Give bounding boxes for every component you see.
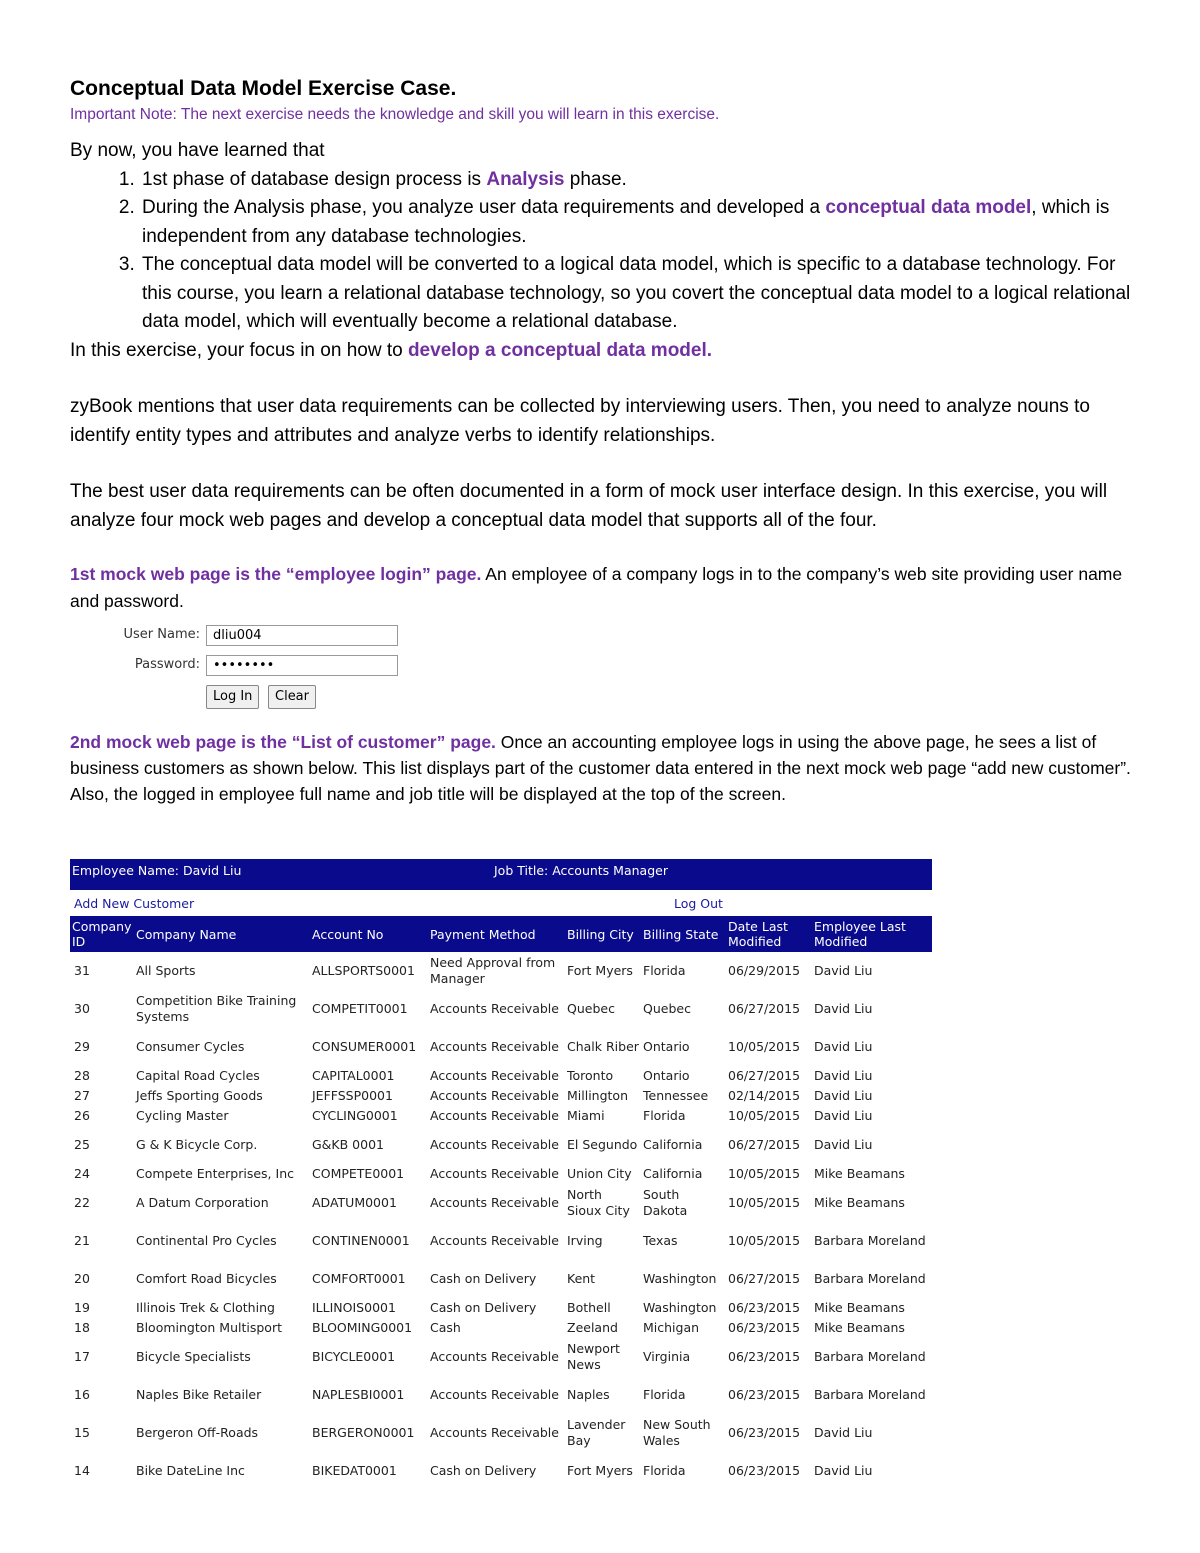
table-cell: Fort Myers: [567, 1463, 633, 1478]
table-cell: Florida: [643, 1463, 686, 1478]
table-row[interactable]: [70, 1066, 932, 1086]
customer-list-clip: [70, 859, 932, 1478]
table-cell: Barbara Moreland: [814, 1233, 926, 1248]
table-cell: Millington: [567, 1088, 629, 1103]
table-cell: California: [643, 1166, 703, 1181]
table-cell: 10/05/2015: [728, 1233, 801, 1248]
document-page: [70, 76, 1140, 807]
table-cell: Accounts Receivable: [430, 1349, 559, 1364]
table-cell: BICYCLE0001: [312, 1349, 396, 1364]
table-cell: 30: [74, 1001, 90, 1016]
table-row[interactable]: [70, 1260, 932, 1298]
table-cell: Newport News: [567, 1341, 620, 1372]
username-input[interactable]: dliu004: [206, 625, 398, 646]
table-cell: 25: [74, 1137, 90, 1152]
table-cell: Fort Myers: [567, 963, 633, 978]
table-row[interactable]: [70, 1376, 932, 1414]
important-note: Important Note: The next exercise needs the knowledge and skill you will learn in this exercise.: [70, 106, 720, 123]
table-cell: David Liu: [814, 1039, 873, 1054]
table-cell: Mike Beamans: [814, 1300, 905, 1315]
table-row[interactable]: [70, 1164, 932, 1184]
table-cell: 10/05/2015: [728, 1108, 801, 1123]
table-cell: Accounts Receivable: [430, 1039, 559, 1054]
table-cell: Florida: [643, 963, 686, 978]
table-cell: ADATUM0001: [312, 1195, 397, 1210]
table-cell: Toronto: [567, 1068, 614, 1083]
mock2-heading: 2nd mock web page is the “List of customer” page. Once an accounting employee logs in using the above page, he sees a list of business customers as shown below. This list displays part of the customer data entered in the next mock web page “add new customer”. Also, the logged in employee full name and job title will be displayed at the top of the screen.: [70, 732, 1131, 804]
column-header: Billing State: [643, 926, 719, 942]
table-cell: Competition Bike Training Systems: [136, 993, 297, 1024]
paragraph-zybook: zyBook mentions that user data requirements can be collected by interviewing users. Then, you need to analyze nouns to identify entity types and attributes and analyze verbs to identify relationships.: [70, 396, 1090, 446]
table-cell: CONSUMER0001: [312, 1039, 417, 1054]
table-cell: Bergeron Off-Roads: [136, 1425, 259, 1440]
table-row[interactable]: [70, 1338, 932, 1376]
column-header: Company ID: [72, 919, 132, 949]
table-cell: G&KB 0001: [312, 1137, 384, 1152]
table-cell: 10/05/2015: [728, 1166, 801, 1181]
table-cell: Kent: [567, 1271, 596, 1286]
table-cell: 26: [74, 1108, 90, 1123]
column-header: Date Last Modified: [728, 919, 788, 949]
table-cell: New South Wales: [643, 1417, 711, 1448]
table-cell: CYCLING0001: [312, 1108, 398, 1123]
table-cell: COMPETE0001: [312, 1166, 405, 1181]
table-cell: Illinois Trek & Clothing: [136, 1300, 275, 1315]
column-header: Payment Method: [430, 926, 536, 942]
column-header: Employee Last Modified: [814, 919, 906, 949]
list-item: 2. During the Analysis phase, you analyze user data requirements and developed a conceptual data model, which is independent from any database technologies.: [140, 194, 1140, 251]
table-row[interactable]: [70, 952, 932, 990]
table-cell: 06/27/2015: [728, 1271, 801, 1286]
table-row[interactable]: [70, 1414, 932, 1452]
table-cell: 31: [74, 963, 90, 978]
table-cell: 28: [74, 1068, 90, 1083]
table-cell: G & K Bicycle Corp.: [136, 1137, 258, 1152]
table-cell: Irving: [567, 1233, 603, 1248]
table-cell: David Liu: [814, 1088, 873, 1103]
table-cell: 06/23/2015: [728, 1320, 801, 1335]
table-cell: Florida: [643, 1108, 686, 1123]
table-cell: 06/23/2015: [728, 1387, 801, 1402]
table-cell: ALLSPORTS0001: [312, 963, 415, 978]
table-cell: Mike Beamans: [814, 1166, 905, 1181]
table-cell: Barbara Moreland: [814, 1349, 926, 1364]
table-cell: COMPETIT0001: [312, 1001, 408, 1016]
table-cell: David Liu: [814, 1001, 873, 1016]
list-item: 3. The conceptual data model will be converted to a logical data model, which is specific to a database technology. For this course, you learn a relational database technology, so you covert the conceptual data model to a logical relational data model, which will eventually become a relational database.: [140, 251, 1140, 337]
table-cell: Bloomington Multisport: [136, 1320, 282, 1335]
table-row[interactable]: [70, 1086, 932, 1106]
table-cell: Michigan: [643, 1320, 700, 1335]
table-cell: Chalk Riber: [567, 1039, 639, 1054]
table-cell: Compete Enterprises, Inc: [136, 1166, 294, 1181]
table-row[interactable]: [70, 1222, 932, 1260]
table-cell: David Liu: [814, 1463, 873, 1478]
table-cell: Union City: [567, 1166, 632, 1181]
table-cell: Jeffs Sporting Goods: [136, 1088, 263, 1103]
job-title: Job Title: Accounts Manager: [494, 863, 668, 878]
table-cell: David Liu: [814, 963, 873, 978]
table-cell: Mike Beamans: [814, 1320, 905, 1335]
learned-list: [70, 166, 1140, 337]
table-cell: ILLINOIS0001: [312, 1300, 396, 1315]
table-cell: Barbara Moreland: [814, 1387, 926, 1402]
table-cell: David Liu: [814, 1068, 873, 1083]
table-cell: Washington: [643, 1300, 717, 1315]
table-row[interactable]: [70, 990, 932, 1028]
column-header: Account No: [312, 926, 384, 942]
table-cell: Lavender Bay: [567, 1417, 626, 1448]
table-cell: 02/14/2015: [728, 1088, 801, 1103]
table-header-row: [70, 916, 932, 952]
table-cell: Virginia: [643, 1349, 691, 1364]
username-label: User Name:: [123, 627, 200, 642]
table-cell: 06/27/2015: [728, 1068, 801, 1083]
table-cell: Consumer Cycles: [136, 1039, 245, 1054]
table-cell: NAPLESBI0001: [312, 1387, 405, 1402]
table-cell: 06/23/2015: [728, 1300, 801, 1315]
login-form: [70, 625, 1140, 711]
list-item: 1. 1st phase of database design process is Analysis phase.: [140, 166, 1140, 195]
password-label: Password:: [134, 657, 200, 672]
mock1-heading: 1st mock web page is the “employee login” page. An employee of a company logs in to the company’s web site providing user name and password.: [70, 564, 1123, 611]
table-body: [70, 952, 932, 1490]
table-row[interactable]: [70, 1126, 932, 1164]
table-cell: Need Approval from Manager: [430, 955, 556, 986]
table-cell: BERGERON0001: [312, 1425, 415, 1440]
table-cell: Accounts Receivable: [430, 1137, 559, 1152]
table-cell: Barbara Moreland: [814, 1271, 926, 1286]
table-cell: Quebec: [643, 1001, 691, 1016]
table-row[interactable]: [70, 1106, 932, 1126]
table-cell: Tennessee: [643, 1088, 709, 1103]
table-cell: JEFFSSP0001: [312, 1088, 393, 1103]
table-cell: Bicycle Specialists: [136, 1349, 251, 1364]
table-cell: Naples: [567, 1387, 610, 1402]
table-cell: COMFORT0001: [312, 1271, 406, 1286]
table-cell: BLOOMING0001: [312, 1320, 413, 1335]
table-cell: Accounts Receivable: [430, 1088, 559, 1103]
table-cell: 29: [74, 1039, 90, 1054]
table-cell: South Dakota: [643, 1187, 688, 1218]
clear-button[interactable]: Clear: [268, 685, 316, 709]
table-cell: 17: [74, 1349, 90, 1364]
table-cell: Capital Road Cycles: [136, 1068, 260, 1083]
table-cell: Accounts Receivable: [430, 1195, 559, 1210]
table-cell: Ontario: [643, 1068, 690, 1083]
logout-link[interactable]: Log Out: [674, 896, 723, 911]
login-button[interactable]: Log In: [206, 685, 259, 709]
table-cell: 27: [74, 1088, 90, 1103]
table-cell: 18: [74, 1320, 90, 1335]
employee-name: Employee Name: David Liu: [72, 863, 242, 878]
table-cell: Accounts Receivable: [430, 1166, 559, 1181]
table-cell: 06/27/2015: [728, 1137, 801, 1152]
table-cell: Cash on Delivery: [430, 1463, 537, 1478]
table-cell: BIKEDAT0001: [312, 1463, 397, 1478]
table-cell: 24: [74, 1166, 90, 1181]
table-cell: North Sioux City: [567, 1187, 630, 1218]
table-cell: CONTINEN0001: [312, 1233, 410, 1248]
table-cell: 22: [74, 1195, 90, 1210]
table-cell: Quebec: [567, 1001, 615, 1016]
table-cell: David Liu: [814, 1425, 873, 1440]
table-cell: David Liu: [814, 1137, 873, 1152]
table-row[interactable]: [70, 1298, 932, 1318]
intro-text: By now, you have learned that: [70, 140, 325, 161]
table-cell: 06/27/2015: [728, 1001, 801, 1016]
table-row[interactable]: [70, 1318, 932, 1338]
table-cell: Ontario: [643, 1039, 690, 1054]
table-cell: Texas: [643, 1233, 678, 1248]
column-header: Company Name: [136, 926, 237, 942]
add-customer-link[interactable]: Add New Customer: [74, 896, 195, 911]
table-cell: Bothell: [567, 1300, 611, 1315]
table-cell: 19: [74, 1300, 90, 1315]
table-cell: CAPITAL0001: [312, 1068, 395, 1083]
table-cell: 16: [74, 1387, 90, 1402]
table-cell: Naples Bike Retailer: [136, 1387, 262, 1402]
table-cell: Cash on Delivery: [430, 1271, 537, 1286]
table-cell: Accounts Receivable: [430, 1108, 559, 1123]
table-cell: Cycling Master: [136, 1108, 229, 1123]
table-cell: Cash: [430, 1320, 461, 1335]
table-cell: 06/23/2015: [728, 1425, 801, 1440]
table-cell: Comfort Road Bicycles: [136, 1271, 277, 1286]
table-cell: Bike DateLine Inc: [136, 1463, 245, 1478]
table-cell: Accounts Receivable: [430, 1425, 559, 1440]
table-cell: 10/05/2015: [728, 1039, 801, 1054]
table-cell: Washington: [643, 1271, 717, 1286]
table-cell: 06/29/2015: [728, 963, 801, 978]
paragraph-requirements: The best user data requirements can be often documented in a form of mock user interface design. In this exercise, you will analyze four mock web pages and develop a conceptual data model that supports all of the four.: [70, 481, 1108, 531]
table-cell: Florida: [643, 1387, 686, 1402]
table-row[interactable]: [70, 1452, 932, 1490]
link-row: [70, 890, 932, 916]
table-cell: El Segundo: [567, 1137, 638, 1152]
document-title: Conceptual Data Model Exercise Case.: [70, 77, 457, 100]
table-row[interactable]: [70, 1028, 932, 1066]
table-cell: 15: [74, 1425, 90, 1440]
table-cell: Accounts Receivable: [430, 1233, 559, 1248]
table-cell: Miami: [567, 1108, 605, 1123]
table-cell: Cash on Delivery: [430, 1300, 537, 1315]
table-cell: All Sports: [136, 963, 196, 978]
table-cell: 14: [74, 1463, 90, 1478]
employee-bar: [70, 859, 932, 890]
table-cell: 06/23/2015: [728, 1463, 801, 1478]
table-cell: 06/23/2015: [728, 1349, 801, 1364]
table-row[interactable]: [70, 1184, 932, 1222]
column-header: Billing City: [567, 926, 634, 942]
table-cell: California: [643, 1137, 703, 1152]
password-input[interactable]: ••••••••: [206, 655, 398, 676]
table-cell: 20: [74, 1271, 90, 1286]
table-cell: Accounts Receivable: [430, 1387, 559, 1402]
table-cell: Zeeland: [567, 1320, 618, 1335]
table-cell: David Liu: [814, 1108, 873, 1123]
table-cell: Mike Beamans: [814, 1195, 905, 1210]
table-cell: Continental Pro Cycles: [136, 1233, 277, 1248]
table-cell: 10/05/2015: [728, 1195, 801, 1210]
focus-text: In this exercise, your focus in on how to develop a conceptual data model.: [70, 339, 713, 361]
table-cell: A Datum Corporation: [136, 1195, 269, 1210]
table-cell: Accounts Receivable: [430, 1001, 559, 1016]
table-cell: 21: [74, 1233, 90, 1248]
customer-table: [70, 916, 932, 1490]
table-cell: Accounts Receivable: [430, 1068, 559, 1083]
